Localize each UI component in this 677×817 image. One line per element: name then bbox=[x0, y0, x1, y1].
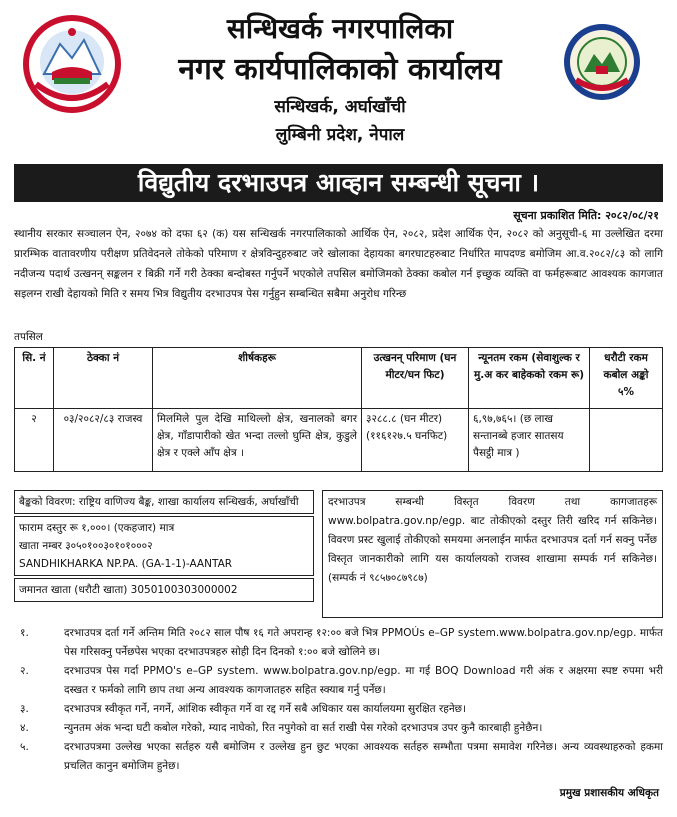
col-header-quantity: उत्खनन् परिमाण (घन मीटर/घन फिट) bbox=[362, 348, 469, 409]
note-text: दरभाउपत्रमा उल्लेख भएका सर्तहरु यसै बमोजिम र उल्लेख हुन छुट भएका आवश्यक सर्तहरु सम्भौता पत्रमा समावेश गरिनेछ। अन्य व्यवस्थाहरुको हकमा प्रचलित कानुन बमोजिम हुनेछ। bbox=[64, 741, 663, 772]
office-name: नगर कार्यपालिकाको कार्यालय bbox=[178, 52, 502, 87]
col-header-deposit: धरौटी रकम कबोल अङ्को ५% bbox=[590, 348, 663, 409]
account-name: SANDHIKHARKA NP.PA. (GA-1-1)-AANTAR bbox=[19, 558, 233, 570]
note-number: ५. bbox=[20, 741, 29, 753]
col-header-sn: सि. नं bbox=[15, 348, 54, 409]
bank-info-section bbox=[14, 490, 314, 604]
cell-contract-no: ०३/२०८२/८३ राजस्व bbox=[54, 409, 153, 472]
contract-table bbox=[14, 347, 663, 472]
intro-paragraph: स्थानीय सरकार सञ्चालन ऐन, २०७४ को दफा ६२ (क) यस सन्धिखर्क नगरपालिकाको आर्थिक ऐन, २०८२, प्रदेश आर्थिक ऐन, २०८२ को अनुसूची-६ मा उल्लेखित दरमा प्रारम्भिक वातावरणीय परीक्षण प्रतिवेदनले तोकेको परिमाण र क्षेत्रविन्दुहरुबाट जरे खोलाका देहायका बगरघाटहरुबाट निर्धारित मापदण्ड बमोजिम आ.व.२०८२/८३ को लागि नदीजन्य पदार्थ उत्खनन् सङ्कलन र बिक्री गर्ने गरी ठेक्का बन्दोबस्त गर्नुपर्ने भएकोले तपसिल बमोजिमको ठेक्का कबोल गर्न इच्छुक व्यक्ति वा फर्महरूबाट आवश्यक कागजात सइलग्न राखी देहायको मिति र समय भित्र विद्युतीय दरभाउपत्र पेस गर्नुहुन सम्बन्धित सबैमा अनुरोध गरिन्छ bbox=[14, 228, 663, 300]
publication-date: सूचना प्रकाशित मिति: २०८२/०८/२१ bbox=[513, 209, 659, 222]
note-number: ४. bbox=[20, 722, 29, 734]
cell-quantity: ३२८८.८ (घन मीटर) (११६१२७.५ घनफिट) bbox=[362, 409, 469, 472]
note-text: दरभाउपत्र दर्ता गर्ने अन्तिम मिति २०८२ साल पौष १६ गते अपरान्ह १२:०० बजे भित्र PPMOÚs e–GP system.www.bolpatra.gov.np/egp. मार्फत पेस गरिसक्नु पर्नेछपेस भएका दरभाउपत्रहरु सोही दिन दिनको १:०० बजे खोलिने छ। bbox=[64, 627, 663, 658]
account-number: खाता नम्बर ३०५०१००३०१०१०००२ bbox=[19, 540, 153, 552]
fee-account-box bbox=[14, 516, 314, 576]
list-item bbox=[14, 624, 663, 662]
table-header-row bbox=[15, 348, 663, 409]
province-country: लुम्बिनी प्रदेश, नेपाल bbox=[275, 125, 405, 145]
note-number: १. bbox=[20, 627, 29, 639]
note-number: ३. bbox=[20, 703, 29, 715]
nepal-emblem-logo bbox=[22, 14, 122, 114]
form-fee: फाराम दस्तुर रू १,०००। (एकहजार) मात्र bbox=[19, 522, 175, 534]
note-number: २. bbox=[20, 665, 29, 677]
municipality-seal-logo bbox=[562, 22, 642, 102]
signatory-title: प्रमुख प्रशासकीय अधिकृत bbox=[559, 787, 659, 799]
tender-details-box: दरभाउपत्र सम्बन्धी विस्तृत विवरण तथा कागजातहरू www.bolpatra.gov.np/egp. बाट तोकीएको दस्तुर तिरी खरिद गर्न सकिनेछ। विवरण प्रस्ट खुलाई तोकीएको समयमा अनलाईन मार्फत दरभाउपत्र दर्ता गर्न सक्नु पर्नेछ विस्तृत जानकारीको लागि यस कार्यालयको राजस्व शाखामा सम्पर्क गर्न सकिनेछ।(सम्पर्क नं ९८५७०८७९८७) bbox=[322, 490, 663, 618]
note-text: दरभाउपत्र स्वीकृत गर्ने, नगर्ने, आंशिक स्वीकृत गर्ने वा रद्द गर्ने सबै अधिकार यस कार्यालयमा सुरक्षित रहनेछ। bbox=[64, 703, 466, 715]
note-text: न्युनतम अंक भन्दा घटी कबोल गरेको, म्याद नाघेको, रित नपुगेको वा सर्त राखी पेस गरेको दरभाउपत्र उपर कुनै कारबाही हुनेछैन। bbox=[64, 722, 543, 734]
col-header-min-amount: न्यूनतम रकम (सेवाशुल्क र मु.अ कर बाहेकको रकम रू) bbox=[469, 348, 590, 409]
col-header-contract-no: ठेक्का नं bbox=[54, 348, 153, 409]
note-text: दरभाउपत्र पेस गर्दा PPMO's e–GP system. www.bolpatra.gov.np/egp. मा गई BOQ Download गरी अंक र अक्षरमा स्पष्ट रुपमा भरी दस्खत र फर्मको लागि छाप तथा अन्य आवश्यक कागजातहरु सहित स्क्याब गर्नु पर्नेछ। bbox=[64, 665, 663, 696]
list-item bbox=[14, 662, 663, 700]
municipality-name: सन्धिखर्क नगरपालिका bbox=[226, 12, 454, 45]
col-header-title: शीर्षकहरू bbox=[153, 348, 362, 409]
list-item bbox=[14, 700, 663, 719]
cell-sn: २ bbox=[15, 409, 54, 472]
cell-min-amount: ६,९७,७६५। (छ लाख सन्तानब्बे हजार सातसय पैसट्ठी मात्र ) bbox=[469, 409, 590, 472]
table-row bbox=[15, 409, 663, 472]
notice-title-banner: विद्युतीय दरभाउपत्र आव्हान सम्बन्धी सूचना । bbox=[14, 164, 663, 202]
bank-details: बैङ्कको विवरण: राष्ट्रिय वाणिज्य बैङ्क, शाखा कार्यालय सन्धिखर्क, अर्घाखाँची bbox=[14, 490, 314, 514]
office-location: सन्धिखर्क, अर्घाखाँची bbox=[274, 97, 406, 117]
schedule-label: तपसिल bbox=[14, 331, 43, 343]
list-item bbox=[14, 719, 663, 738]
deposit-account: जमानत खाता (धरौटी खाता) 3050100303000002 bbox=[14, 578, 314, 602]
cell-deposit bbox=[590, 409, 663, 472]
list-item bbox=[14, 738, 663, 776]
notes-list bbox=[14, 624, 663, 776]
cell-title: मिलमिले पुल देखि माथिल्लो क्षेत्र, खनालको बगर क्षेत्र, गाँडापारीको खेत भन्दा तल्लो घुम्ति क्षेत्र, कुडुले क्षेत्र र एक्ले आँप क्षेत्र । bbox=[153, 409, 362, 472]
